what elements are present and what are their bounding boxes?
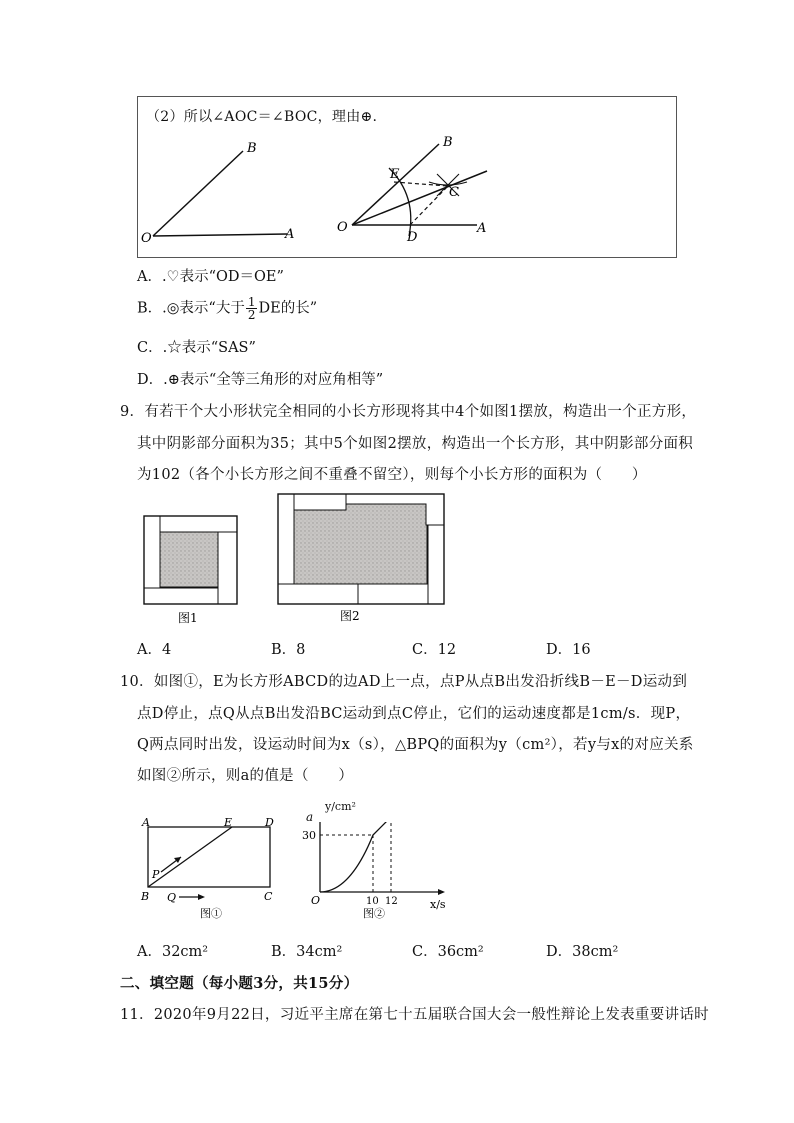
fraction-denominator: 2 bbox=[247, 308, 256, 322]
q9-option-c[interactable] bbox=[412, 638, 456, 659]
option-letter: D． bbox=[546, 642, 573, 658]
q8-diagrams bbox=[137, 96, 677, 258]
q9-option-a[interactable] bbox=[137, 638, 171, 659]
q8-option-b[interactable] bbox=[137, 296, 317, 321]
ray-ob-left bbox=[153, 151, 243, 236]
option-value: 38cm² bbox=[572, 944, 619, 960]
q8-option-d[interactable] bbox=[137, 368, 383, 389]
label-b-right: B bbox=[443, 135, 453, 150]
option-letter: D． bbox=[546, 944, 573, 960]
option-text: .⊕表示“全等三角形的对应角相等” bbox=[163, 372, 384, 388]
fig2-shaded-region bbox=[294, 504, 427, 584]
option-letter: C． bbox=[137, 340, 163, 356]
fig1-caption: 图① bbox=[200, 907, 222, 920]
q9-option-b[interactable] bbox=[271, 638, 305, 659]
q8-box-text: （2）所以∠AOC＝∠BOC，理由⊕. bbox=[146, 109, 378, 125]
x-axis-arrow bbox=[438, 889, 445, 895]
option-text: .♡表示“OD＝OE” bbox=[161, 269, 284, 285]
label-b: B bbox=[141, 890, 150, 903]
q10-line-1: 10．如图①，E为长方形ABCD的边AD上一点，点P从点B出发沿折线B－E－D运动到 bbox=[120, 674, 688, 690]
q10-option-b[interactable] bbox=[271, 940, 342, 961]
option-letter: C． bbox=[412, 944, 438, 960]
label-c-right: C bbox=[449, 185, 459, 200]
q9-figures bbox=[140, 490, 450, 630]
option-value: 8 bbox=[296, 642, 306, 658]
arrow-q-head bbox=[198, 894, 205, 900]
q8-option-c[interactable] bbox=[137, 336, 256, 357]
dash-dc bbox=[410, 186, 448, 225]
fig1-caption: 图1 bbox=[178, 611, 198, 625]
option-value: 32cm² bbox=[161, 944, 209, 960]
section-heading: 二、填空题（每小题3分，共15分） bbox=[120, 975, 359, 992]
option-letter: A． bbox=[137, 944, 162, 960]
label-e: E bbox=[224, 816, 233, 829]
label-p: P bbox=[152, 868, 160, 881]
q10-line-3: Q两点同时出发，设运动时间为x（s），△BPQ的面积为y（cm²），若y与x的对应关系 bbox=[137, 737, 694, 753]
q9-line-2: 其中阴影部分面积为35；其中5个如图2摆放，构造出一个长方形，其中阴影部分面积 bbox=[137, 436, 694, 452]
option-value: 16 bbox=[572, 642, 591, 658]
segment-be bbox=[148, 827, 232, 887]
q10-option-a[interactable] bbox=[137, 940, 208, 961]
q9-line-1: 9．有若干个大小形状完全相同的小长方形现将其中4个如图1摆放，构造出一个正方形， bbox=[120, 404, 697, 420]
label-a-right: A bbox=[477, 221, 487, 236]
fraction-one-half bbox=[246, 296, 258, 321]
option-value: 36cm² bbox=[437, 944, 484, 960]
q9-line-3: 为102（各个小长方形之间不重叠不留空），则每个小长方形的面积为（ ） bbox=[137, 467, 647, 483]
option-letter: A． bbox=[137, 642, 162, 658]
label-c: C bbox=[264, 890, 273, 903]
rect-abcd bbox=[148, 827, 270, 887]
label-o-left: O bbox=[141, 231, 152, 246]
y-tick-30: 30 bbox=[302, 829, 316, 842]
option-letter: B． bbox=[271, 642, 297, 658]
q11-line-1: 11．2020年9月22日，习近平主席在第七十五届联合国大会一般性辩论上发表重要讲话时 bbox=[120, 1007, 709, 1023]
q10-figure-2 bbox=[295, 822, 455, 922]
option-letter: B． bbox=[137, 300, 163, 317]
option-value: 12 bbox=[437, 642, 457, 658]
origin-label: O bbox=[311, 894, 321, 907]
option-letter: C． bbox=[412, 642, 438, 658]
fig1-shaded-square bbox=[160, 532, 218, 587]
q10-option-c[interactable] bbox=[412, 940, 484, 961]
option-value: 4 bbox=[161, 642, 172, 658]
label-a-left: A bbox=[285, 227, 295, 242]
q10-figure-1 bbox=[137, 800, 287, 925]
option-letter: B． bbox=[271, 944, 297, 960]
option-letter: D． bbox=[137, 372, 164, 388]
option-text-pre: .◎表示“大于 bbox=[162, 300, 245, 317]
option-text-post: DE的长” bbox=[258, 300, 318, 317]
graph-curve bbox=[320, 822, 413, 892]
fig2-caption: 图2 bbox=[340, 609, 360, 623]
label-a: A bbox=[142, 816, 150, 829]
x-axis-label: x/s bbox=[430, 898, 446, 911]
label-e-right: E bbox=[390, 167, 400, 182]
label-q: Q bbox=[167, 891, 177, 904]
label-o-right: O bbox=[337, 220, 348, 235]
q10-option-d[interactable] bbox=[546, 940, 618, 961]
option-value: 34cm² bbox=[296, 944, 343, 960]
x-tick-12: 12 bbox=[385, 896, 398, 907]
fraction-numerator: 1 bbox=[247, 295, 256, 309]
ray-oa-left bbox=[153, 234, 287, 236]
q10-line-2: 点D停止，点Q从点B出发沿BC运动到点C停止，它们的运动速度都是1cm/s．现P， bbox=[137, 706, 691, 722]
q8-option-a[interactable] bbox=[137, 265, 284, 286]
y-axis-label: y/cm² bbox=[325, 800, 356, 813]
option-text: .☆表示“SAS” bbox=[162, 340, 256, 356]
q9-option-d[interactable] bbox=[546, 638, 591, 659]
y-tick-a: a bbox=[306, 810, 314, 824]
fig2-caption: 图② bbox=[363, 907, 385, 920]
label-d-right: D bbox=[407, 230, 418, 245]
option-letter: A． bbox=[137, 269, 162, 285]
q10-line-4: 如图②所示，则a的值是（ ） bbox=[137, 768, 354, 784]
x-tick-10: 10 bbox=[366, 896, 379, 907]
ray-ob-right bbox=[352, 144, 439, 225]
label-b-left: B bbox=[247, 141, 257, 156]
label-d: D bbox=[265, 816, 274, 829]
ray-oc-right bbox=[352, 171, 487, 225]
